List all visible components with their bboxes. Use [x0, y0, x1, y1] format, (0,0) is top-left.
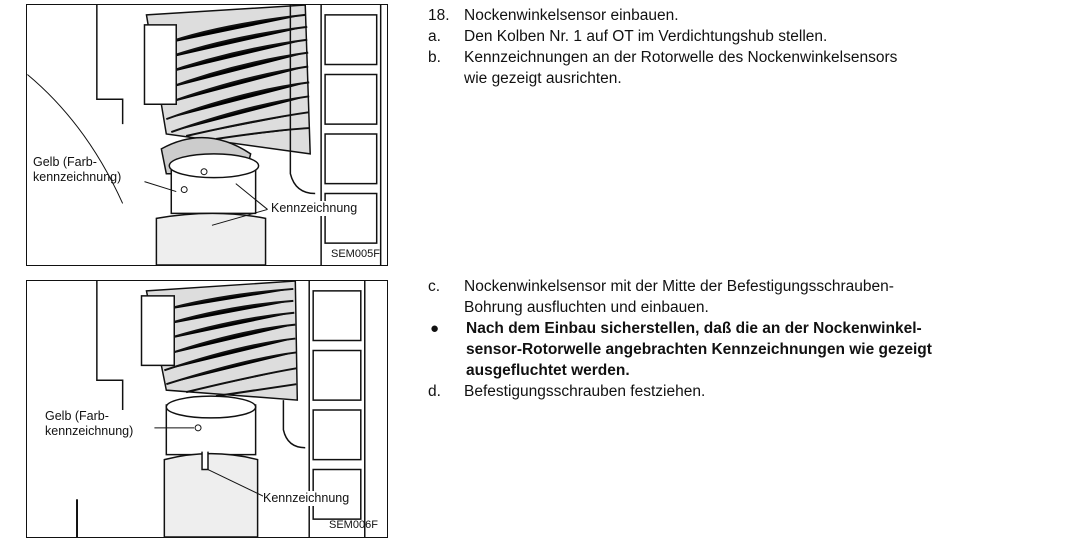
- step-a: [428, 26, 1028, 47]
- step-text-line: Kennzeichnungen an der Rotorwelle des Nockenwinkelsensors: [464, 49, 898, 66]
- callout-yellow-line2: kennzeichnung): [33, 170, 122, 184]
- note-text: [466, 318, 1028, 381]
- step-text-line: Nockenwinkelsensor mit der Mitte der Befestigungsschrauben-: [464, 278, 894, 295]
- note-text-line: sensor-Rotorwelle angebrachten Kennzeichnungen wie gezeigt: [466, 341, 932, 358]
- step-d: [428, 381, 1028, 402]
- note-bullet: [428, 318, 1028, 381]
- step-text: Nockenwinkelsensor einbauen.: [464, 7, 679, 24]
- callout-yellow-mark: [45, 409, 133, 439]
- note-text-line: Nach dem Einbau sicherstellen, daß die an der Nockenwinkel-: [466, 320, 922, 337]
- step-text: [464, 47, 1028, 89]
- instructions-block-1: [428, 5, 1028, 89]
- figure-sem006f: [26, 280, 388, 538]
- step-text-line: wie gezeigt ausrichten.: [464, 70, 622, 87]
- figure-code: SEM005F: [331, 248, 380, 260]
- step-18: [428, 5, 1028, 26]
- callout-yellow-line1: Gelb (Farb-: [45, 409, 109, 423]
- step-marker: d.: [428, 383, 441, 400]
- step-marker: c.: [428, 278, 441, 295]
- callout-marking: Kennzeichnung: [263, 491, 350, 505]
- step-text: Den Kolben Nr. 1 auf OT im Verdichtungshub stellen.: [464, 28, 828, 45]
- step-text-line: Bohrung ausfluchten und einbauen.: [464, 299, 709, 316]
- instructions-block-2: [428, 276, 1028, 402]
- figure-code: SEM006F: [329, 519, 378, 531]
- callout-marking: Kennzeichnung: [271, 201, 358, 215]
- callout-yellow-line2: kennzeichnung): [45, 424, 134, 438]
- step-marker: a.: [428, 28, 441, 45]
- step-text: [464, 276, 1028, 318]
- step-b: [428, 47, 1028, 89]
- bullet-icon: ●: [430, 320, 440, 337]
- figure-sem005f: [26, 4, 388, 266]
- step-text: Befestigungsschrauben festziehen.: [464, 383, 706, 400]
- callout-yellow-line1: Gelb (Farb-: [33, 155, 97, 169]
- callout-yellow-mark: [33, 155, 121, 185]
- camshaft-sensor-illustration-top: [27, 5, 387, 265]
- step-marker: b.: [428, 49, 441, 66]
- note-text-line: ausgefluchtet werden.: [466, 362, 630, 379]
- step-c: [428, 276, 1028, 318]
- step-number: 18.: [428, 7, 450, 24]
